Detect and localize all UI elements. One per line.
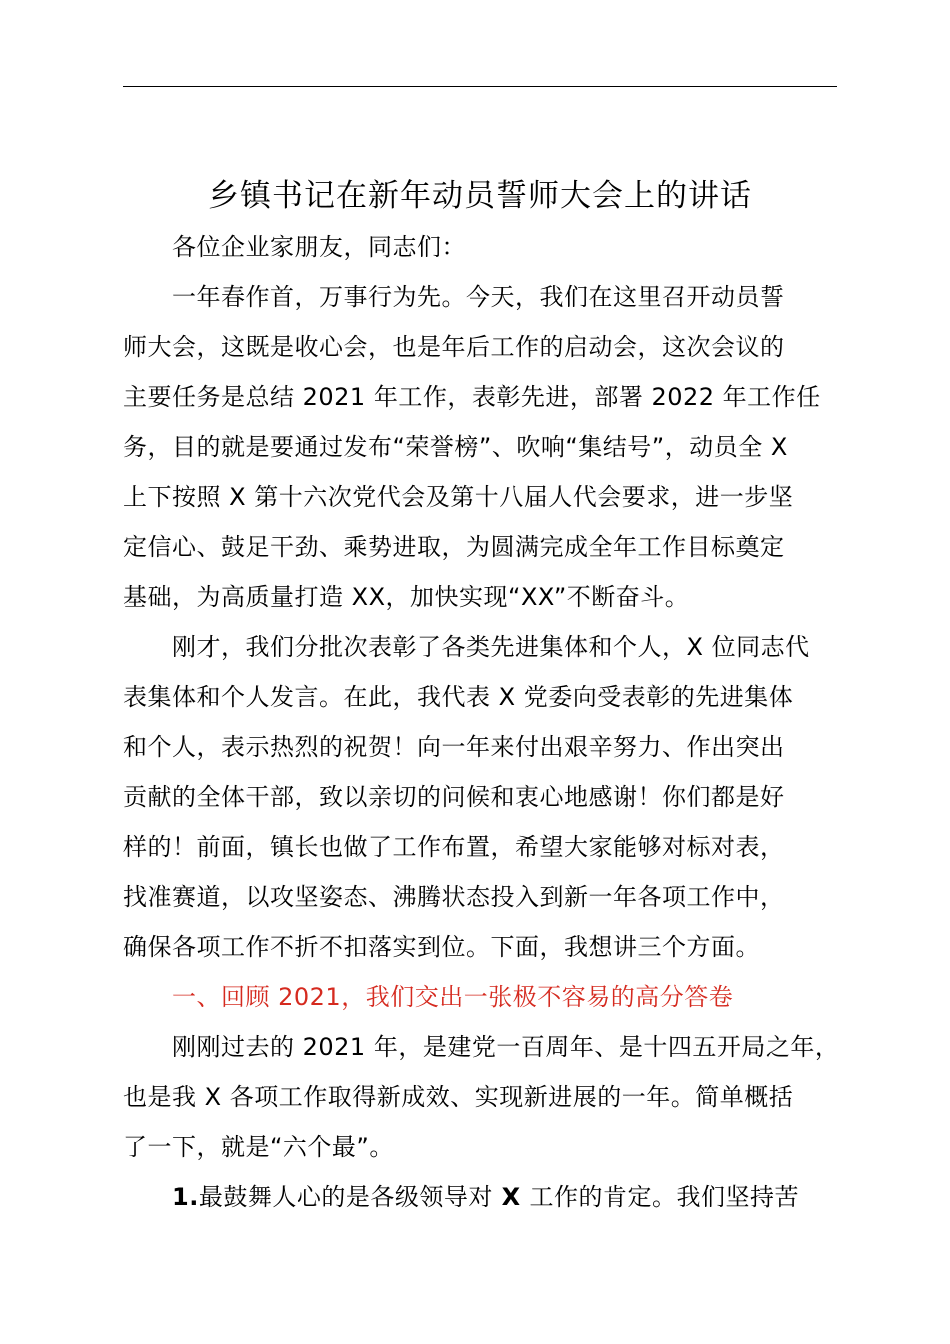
paragraph-line: 刚才，我们分批次表彰了各类先进集体和个人，X 位同志代: [172, 633, 810, 661]
paragraph-line: 确保各项工作不折不扣落实到位。下面，我想讲三个方面。: [123, 933, 760, 961]
paragraph-line: 找准赛道，以攻坚姿态、沸腾状态投入到新一年各项工作中，: [123, 883, 785, 911]
paragraph-line: 也是我 X 各项工作取得新成效、实现新进展的一年。简单概括: [123, 1083, 794, 1111]
paragraph-line: 师大会，这既是收心会，也是年后工作的启动会，这次会议的: [123, 333, 785, 361]
document-title: 乡镇书记在新年动员誓师大会上的讲话: [208, 177, 752, 214]
item-1-text-a: 最鼓舞人心的是各级领导对: [198, 1183, 493, 1211]
item-1: [123, 1172, 839, 1222]
item-1-bold-x: X: [492, 1183, 530, 1211]
paragraph-line: 务，目的就是要通过发布“荣誉榜”、吹响“集结号”，动员全 X: [123, 433, 788, 461]
paragraph-line: 刚刚过去的 2021 年，是建党一百周年、是十四五开局之年，: [172, 1033, 840, 1061]
paragraph-line: 主要任务是总结 2021 年工作，表彰先进，部署 2022 年工作任: [123, 383, 821, 411]
item-1-number: 1.: [172, 1183, 199, 1211]
paragraph-line: 基础，为高质量打造 XX，加快实现“XX”不断奋斗。: [123, 583, 690, 611]
paragraph-line: 贡献的全体干部，致以亲切的问候和衷心地感谢！你们都是好: [123, 783, 785, 811]
item-1-text-b: 工作的肯定。我们坚持苦: [529, 1183, 800, 1211]
paragraph-1: [123, 272, 839, 622]
paragraph-line: 样的！前面，镇长也做了工作布置，希望大家能够对标对表，: [123, 833, 785, 861]
paragraph-2: [123, 622, 839, 972]
document-body: [123, 222, 839, 1222]
paragraph-3: [123, 1022, 839, 1172]
header-rule: [123, 86, 837, 87]
greeting: 各位企业家朋友，同志们：: [172, 233, 466, 261]
paragraph-line: 一年春作首，万事行为先。今天，我们在这里召开动员誓: [172, 283, 785, 311]
paragraph-line: 表集体和个人发言。在此，我代表 X 党委向受表彰的先进集体: [123, 683, 794, 711]
paragraph-line: 和个人，表示热烈的祝贺！向一年来付出艰辛努力、作出突出: [123, 733, 785, 761]
section-1-heading: 一、回顾 2021，我们交出一张极不容易的高分答卷: [172, 983, 734, 1011]
paragraph-line: 上下按照 X 第十六次党代会及第十八届人代会要求，进一步坚: [123, 483, 794, 511]
paragraph-line: 了一下，就是“六个最”。: [123, 1133, 394, 1161]
paragraph-line: 定信心、鼓足干劲、乘势进取，为圆满完成全年工作目标奠定: [123, 533, 785, 561]
